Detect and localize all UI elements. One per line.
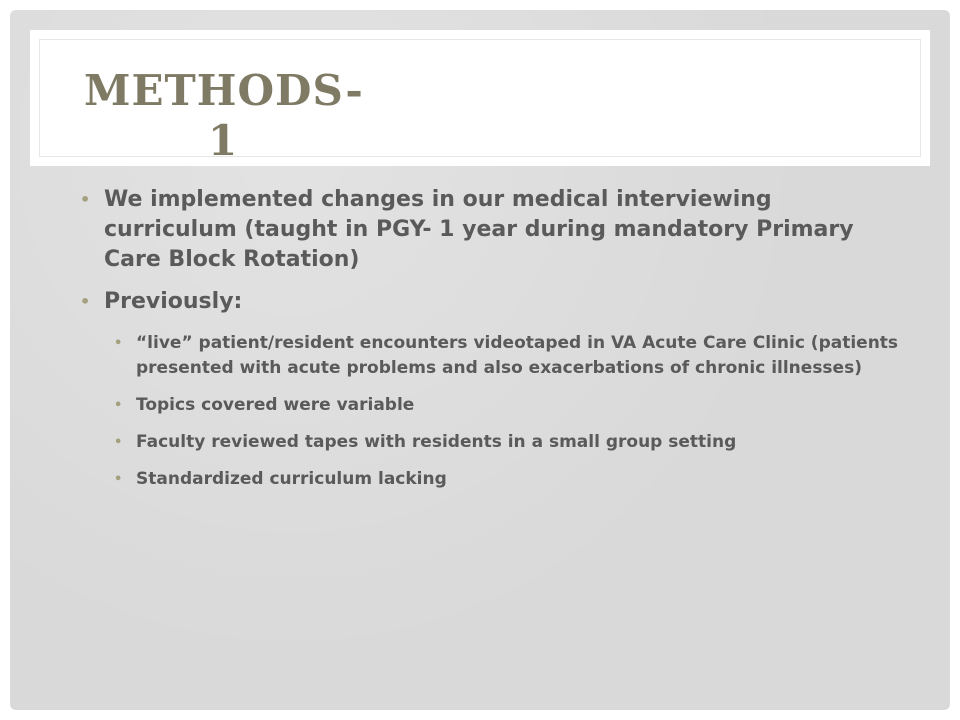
sub-bullet-text: “live” patient/resident encounters videotaped in VA Acute Care Clinic (patients presented with acute problems and also exacerbations of chronic illnesses) [136, 333, 899, 378]
bullet-item-implemented [80, 185, 900, 275]
bullet-icon: • [80, 190, 91, 209]
title-line-1: METHODS- [84, 66, 364, 115]
bullet-text: We implemented changes in our medical interviewing curriculum (taught in PGY- 1 year during mandatory Primary Care Block Rotation) [104, 187, 854, 272]
slide [10, 10, 950, 710]
sub-bullet-icon: • [114, 398, 123, 413]
sub-bullet-icon: • [114, 472, 123, 487]
bullet-text: Previously: [104, 289, 243, 314]
title-line-2: 1 [208, 116, 239, 165]
sub-bullet-item [104, 331, 900, 381]
sub-bullet-item [104, 393, 900, 418]
bullet-list [80, 185, 900, 492]
sub-bullet-list [104, 331, 900, 492]
bullet-item-previously [80, 287, 900, 492]
sub-bullet-icon: • [114, 435, 123, 450]
slide-body [80, 185, 900, 504]
slide-title [84, 66, 364, 166]
sub-bullet-text: Topics covered were variable [136, 395, 415, 415]
sub-bullet-text: Faculty reviewed tapes with residents in a small group setting [136, 432, 737, 452]
sub-bullet-icon: • [114, 336, 123, 351]
sub-bullet-item [104, 467, 900, 492]
bullet-icon: • [80, 292, 91, 311]
sub-bullet-text: Standardized curriculum lacking [136, 469, 447, 489]
title-frame [30, 30, 930, 166]
sub-bullet-item [104, 430, 900, 455]
